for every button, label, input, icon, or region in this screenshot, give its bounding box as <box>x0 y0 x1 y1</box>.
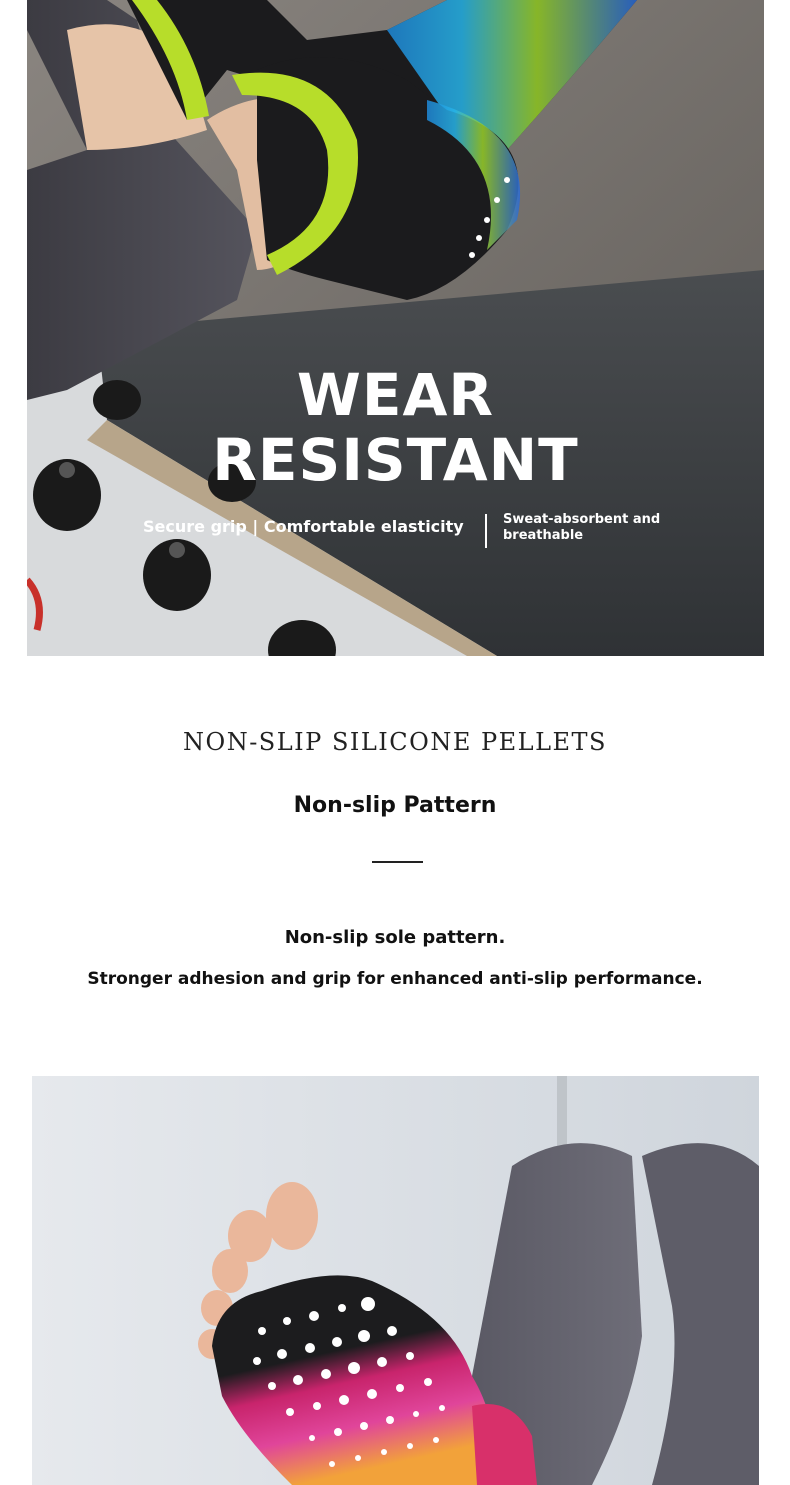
hero-title-line2: RESISTANT <box>212 426 579 494</box>
product-photo-toeless-sock <box>32 1076 759 1485</box>
photo-toeless-grip-sock <box>32 1076 759 1485</box>
section-description-line2: Stronger adhesion and grip for enhanced anti-slip performance. <box>87 969 703 989</box>
section-divider <box>372 861 423 863</box>
hero-divider <box>485 514 487 548</box>
section-eyebrow: NON-SLIP SILICONE PELLETS <box>183 728 607 756</box>
hero-subtitle: Secure grip | Comfortable elasticity <box>143 517 464 536</box>
hero-title-line1: WEAR <box>296 361 495 429</box>
section-description-line1: Non-slip sole pattern. <box>284 927 506 948</box>
hero-banner <box>27 0 764 656</box>
hero-side-text: Sweat-absorbent and breathable <box>503 512 661 543</box>
hero-photo-yoga-socks <box>27 0 764 656</box>
section-title: Non-slip Pattern <box>293 793 497 818</box>
